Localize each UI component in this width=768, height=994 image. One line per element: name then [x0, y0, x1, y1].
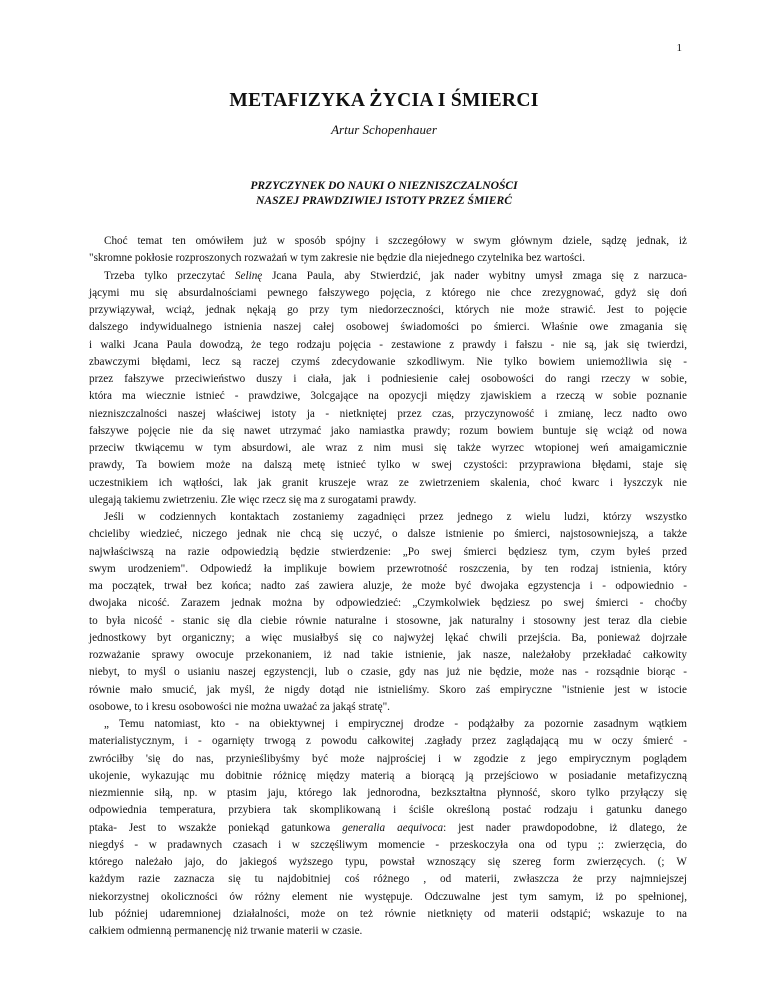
- italic-phrase: generalia aequivoca: [342, 821, 444, 834]
- text-line: przeciw tkwiącemu w tym absurdowi, ale wraz z nim musi się także wyrzec wtopionej weń amaigamicznie: [89, 442, 687, 454]
- text-line: i walki Jcana Paula dowodzą, że tego rodzaju pojęcia - zestawione z prawdy i fałszu - nie są, jak się twierdzi,: [89, 338, 687, 351]
- text-line: osobowe, to i kresu osobowości nie można uważać za jakąś stratę".: [89, 700, 390, 713]
- text-line: ukojenie, wykazując mu dobitnie różnicę między materią a biorącą ją przejściowo w posiadanie metafizyczną: [89, 769, 687, 782]
- text-line: jednostkowy byt organiczny; a więc musiałbyś się co najwyżej lękać chwili przejścia. Ba, ponieważ dojrzałe: [89, 631, 687, 644]
- text-line: która ma wiecznie istnieć - prawdziwe, 3olcgające na opozycji między zjawiskiem a rzeczą w sobie poznanie: [89, 390, 687, 403]
- text-line: swym urodzeniem". Odpowiedź ła implikuje bowiem przewrotność roszczenia, by ten rodzaj istnienia, który: [89, 562, 687, 575]
- text-line: odpowiednia temperatura, przybiera tak skomplikowaną i ściśle określoną postać rodzaju i gatunku danego: [89, 804, 687, 817]
- text-line: Jeśli w codziennych kontaktach zostaniemy zagadnięci przez jednego z wielu ludzi, którzy wszystko: [104, 511, 687, 523]
- text-line: rozważanie sprawy owocuje przekonaniem, iż nad takie istnienie, jak nasze, należałoby przekładać całkowity: [89, 649, 687, 661]
- text-line: Trzeba tylko przeczytać Selinę Jcana Paula, aby Stwierdzić, jak nader wybitny umysł zmaga się z narzuca-: [104, 269, 687, 282]
- text-line: niebyt, to myśl o usianiu naszej egzystencji, lub o czasie, gdy nas już nie będzie, może nas - rozsądnie biorąc -: [89, 666, 687, 679]
- subtitle-line: NASZEJ PRAWDZIWIEJ ISTOTY PRZEZ ŚMIERĆ: [256, 194, 512, 207]
- text-line: ulegają takiemu zwietrzeniu. Złe więc rzecz się ma z surogatami prawdy.: [89, 493, 417, 506]
- text-line: prawdy, Ta bowiem może na dalszą metę istnieć tylko w swej czystości: przyprawiona błędami, staje się: [89, 459, 687, 472]
- text-line: Choć temat ten omówiłem już w sposób spójny i szczegółowy w swym głównym dziele, sądzę jednak, iż: [104, 235, 687, 247]
- author-name: Artur Schopenhauer: [331, 122, 437, 137]
- text-line: dwojaka nicość. Zarazem jednak można by odpowiedzieć: „Czymkolwiek będziesz po swej śmierci - choćby: [89, 597, 687, 610]
- text-line: niezniszczalności naszej właściwej istoty ja - nietkniętej przez czas, przyczynowość i zmianę, lecz nadto owo: [89, 407, 687, 420]
- text-line: to była nicość - stanic się dla ciebie równie naturalne i stosowne, jak naturalny i stosowny jest teraz dla ciebie: [89, 614, 687, 627]
- text-line: "skromne pokłosie rozproszonych rozważań w tym zakresie nie będzie dla niejednego czytelnika bez wartości.: [89, 252, 586, 265]
- text-line: ma początek, trwał bez końca; nadto zaś zawiera aluzje, że może być dwojaka egzystencja i - odpowiednio -: [89, 580, 687, 592]
- page-number: 1: [676, 42, 682, 54]
- text-line: przez fałszywe przeciwieństwo duszy i ciała, jak i podniesienie całej osobowości do rangi rzeczy w sobie,: [89, 373, 687, 385]
- text-line: fałszywe pojęcie nie da się nawet utrzymać jako namiastka prawdy; rozum bowiem buntuje się wciąż od nowa: [89, 424, 687, 437]
- body-text: [89, 233, 687, 940]
- text-line: zwróciłby 'się do nas, przynieślibyśmy być może najprościej i w zgodzie z jego empirycznym poglądem: [89, 752, 687, 765]
- subtitle-line: PRZYCZYNEK DO NAUKI O NIEZNISZCZALNOŚCI: [250, 179, 518, 192]
- text-line: całkiem odmienną permanencję niż trwanie materii w czasie.: [89, 925, 363, 937]
- text-line: niezmiennie siłą, np. w ptasim jaju, którego lak jednorodna, bezkształtna płynność, skoro tylko przyłączy się: [89, 787, 687, 799]
- text-line: uczestnikiem ich wątłości, lak jak granit kruszeje wraz ze zwietrzeniem skalenia, choć kwarc i łyszczyk nie: [89, 476, 687, 489]
- text-line: równie mało smucić, jak myśl, że nigdy dotąd nie istnieliśmy. Skoro zaś empiryczne "istnienie jest w istocie: [89, 683, 687, 696]
- text-line: materialistycznym, i - ogarnięty trwogą z powodu całkowitej .zagłady przez zaglądającą mu w oczy śmierć -: [89, 735, 687, 748]
- text-line: lub później udaremnionej działalności, może on też równie nietknięty od materii odstąpić; wskazuje to na: [89, 907, 687, 920]
- text-line: każdym razie zaznacza się tu najdobitniej coś różnego , od materii, zwłaszcza że przy najmniejszej: [89, 873, 687, 886]
- text-line: najwłaściwszą na razie odpowiedzią będzie stwierdzenie: „Po swej śmierci będziesz tym, czym byłeś przed: [89, 545, 687, 558]
- text-line: ptaka- Jest to wszakże poniekąd gatunkowa generalia aequivoca: jest nader prawdopodobne, iż dlatego, że: [89, 821, 687, 834]
- text-line: „ Temu natomiast, kto - na obiektywnej i empirycznej drodze - podążałby za pozornie zasadnym wątkiem: [104, 718, 687, 730]
- document-title: METAFIZYKA ŻYCIA I ŚMIERCI: [229, 90, 539, 111]
- text-line: dalszego indywidualnego istnienia naszej całej osobowej świadomości po śmierci. Właśnie owe zmagania się: [89, 321, 687, 334]
- italic-phrase: Selinę: [234, 269, 263, 282]
- text-line: którego należało jajo, do jakiegoś wyższego typu, powstał wznoszący się szereg form zwierzęcych. (; W: [89, 856, 687, 868]
- text-line: niekorzystnej okoliczności ów różny element nie występuje. Odczuwalne jest tym samym, iż po spełnionej,: [89, 890, 687, 903]
- text-line: zbawczymi błędami, lecz są raczej czymś zdecydowanie szkodliwym. Nie tylko bowiem uniemożliwia się -: [89, 355, 687, 368]
- section-subtitle: [0, 178, 768, 208]
- text-line: niegdyś - w pradawnych czasach i w szczęśliwym momencie - przeskoczyła ona od typu ;: zwierzęcia, do: [89, 838, 687, 851]
- text-line: jącymi mu się absurdalnościami pewnego fałszywego pojęcia, z którego nie chce zrezygnować, gdyż się doń: [89, 286, 687, 299]
- text-line: chcieliby wiedzieć, niczego jednak nie chcą się uczyć, o dalsze istnienie po śmierci, najstosowniejszą, a także: [89, 528, 687, 541]
- text-line: przywiązywał, wciąż, jednak nękają go przy tym niedorzeczności, których nie może strawić. Jest to pojęcie: [89, 304, 687, 316]
